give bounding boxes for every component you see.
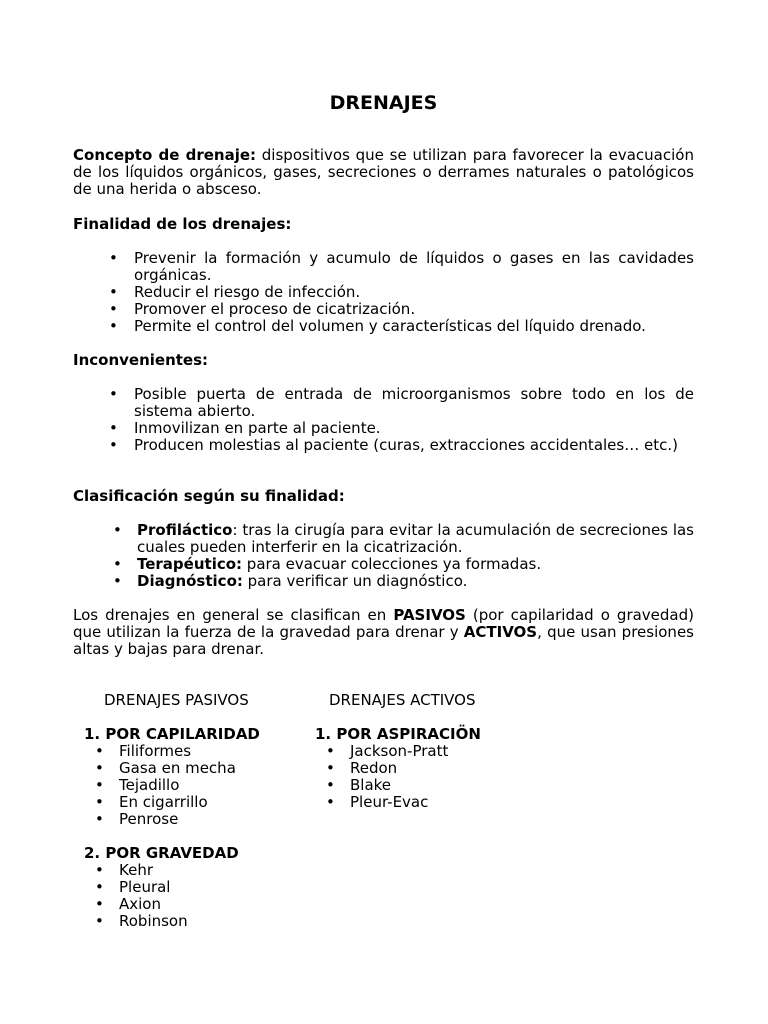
inconvenientes-list [73, 386, 694, 454]
group-list [84, 743, 304, 828]
list-item: • Kehr [84, 862, 304, 879]
document-title: DRENAJES [329, 92, 438, 114]
list-item: • Inmovilizan en parte al paciente. [73, 420, 694, 437]
list-item: • Pleur-Evac [315, 794, 555, 811]
list-item: • Posible puerta de entrada de microorganismos sobre todo en los de sistema abierto. [73, 386, 694, 420]
general-pasivos: PASIVOS [393, 606, 466, 624]
list-item: • Promover el proceso de cicatrización. [73, 301, 694, 318]
group-title: 1. POR CAPILARIDAD [84, 725, 260, 743]
list-item: • Axion [84, 896, 304, 913]
term-terapeutico: Terapéutico: [137, 555, 243, 573]
list-item: • Filiformes [84, 743, 304, 760]
general-text-2: (por capilaridad o gravedad) que utilizan la fuerza de la gravedad para drenar y [73, 606, 694, 641]
list-item: • Robinson [84, 913, 304, 930]
group-title: 1. POR ASPIRACIÖN [315, 725, 481, 743]
activos-aspiracion-group [315, 726, 555, 811]
list-item: • Penrose [84, 811, 304, 828]
list-item: • Tejadillo [84, 777, 304, 794]
term-profilactico: Profiláctico [137, 521, 233, 539]
list-item: • Permite el control del volumen y características del líquido drenado. [73, 318, 694, 335]
general-text-1: Los drenajes en general se clasifican en [73, 606, 394, 624]
desc-profilactico: : tras la cirugía para evitar la acumulación de secreciones las cuales pueden interferir en la cicatrización. [137, 521, 694, 556]
pasivos-capilaridad-group [84, 726, 304, 828]
list-item: • Pleural [84, 879, 304, 896]
desc-terapeutico: para evacuar colecciones ya formadas. [242, 555, 542, 573]
clasificacion-list [73, 522, 694, 590]
list-item: • Redon [315, 760, 555, 777]
concepto-text: dispositivos que se utilizan para favorecer la evacuación de los líquidos orgánicos, gases, secreciones o derrames naturales o patológicos de una herida o absceso. [73, 146, 694, 198]
general-activos: ACTIVOS [463, 623, 538, 641]
list-item [73, 573, 694, 590]
finalidad-list [73, 250, 694, 335]
list-item [73, 556, 694, 573]
desc-diagnostico: para verificar un diagnóstico. [242, 572, 468, 590]
group-list [315, 743, 555, 811]
group-title: 2. POR GRAVEDAD [84, 844, 239, 862]
activos-heading: DRENAJES ACTIVOS [329, 691, 476, 709]
list-item [73, 522, 694, 556]
concepto-label: Concepto de drenaje: [73, 146, 257, 164]
concepto-paragraph [73, 147, 694, 198]
term-diagnostico: Diagnóstico: [137, 572, 243, 590]
general-text-3: , que usan presiones altas y bajas para drenar. [73, 623, 694, 658]
clasificacion-heading: Clasificación según su finalidad: [73, 487, 345, 505]
list-item: • Prevenir la formación y acumulo de líquidos o gases en las cavidades orgánicas. [73, 250, 694, 284]
list-item: • Producen molestias al paciente (curas, extracciones accidentales… etc.) [73, 437, 694, 454]
pasivos-heading: DRENAJES PASIVOS [104, 691, 249, 709]
list-item: • Reducir el riesgo de infección. [73, 284, 694, 301]
list-item: • En cigarrillo [84, 794, 304, 811]
inconvenientes-heading: Inconvenientes: [73, 351, 209, 369]
list-item: • Gasa en mecha [84, 760, 304, 777]
group-list [84, 862, 304, 930]
list-item: • Blake [315, 777, 555, 794]
list-item: • Jackson-Pratt [315, 743, 555, 760]
finalidad-heading: Finalidad de los drenajes: [73, 215, 292, 233]
pasivos-gravedad-group [84, 845, 304, 930]
general-paragraph [73, 607, 694, 658]
